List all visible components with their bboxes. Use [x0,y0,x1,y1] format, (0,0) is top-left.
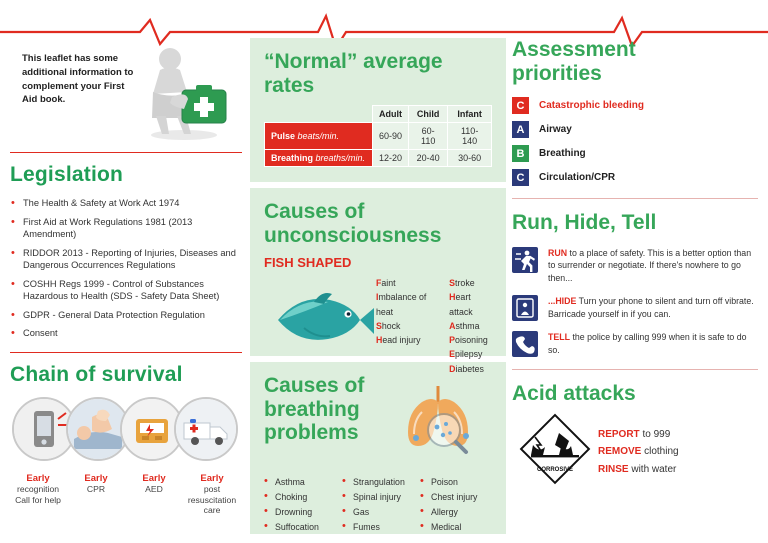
list-item: • Spinal injury [342,492,414,502]
cabc-item-catastrophic-bleeding [512,97,758,114]
body-text: to a place of safety. This is a better option than to surrender or negotiate. If there's nowhere to go then... [548,247,752,284]
fish-entry: Heart attack [449,292,473,317]
run-hide-tell-text [548,331,758,357]
ambulance-icon [176,399,236,459]
table-header-adult: Adult [373,106,409,123]
chain-step-early: Early [200,472,224,484]
fish-illustration [264,276,376,376]
list-item: • Choking [264,492,336,502]
lead-word: TELL [548,331,570,342]
chain-step-sub: CPR [86,483,106,494]
chain-ring-post-resus [174,397,238,461]
run-hide-tell-item-hide [512,295,758,321]
table-header-infant: Infant [448,106,492,123]
acid-step-lead: RINSE [598,463,629,475]
cabc-label: Airway [539,124,572,136]
hide-icon [512,295,538,321]
assessment-priorities-title: Assessment priorities [512,38,636,85]
list-item: • COSHH Regs 1999 - Control of Substances Hazardous to Health (SDS - Safety Data Sheet) [10,278,242,303]
fish-entry: Head injury [376,335,421,346]
list-item: • Poison [420,477,492,487]
acid-step-rest: with water [628,463,677,475]
acid-step [598,461,679,479]
run-hide-tell-title: Run, Hide, Tell [512,211,657,235]
normal-rates-title: “Normal” average rates [264,50,443,97]
breathing-problems-title: Causes of breathing problems [264,374,365,445]
cabc-item-circulation [512,169,758,186]
cabc-item-airway [512,121,758,138]
fish-entry: Diabetes [449,363,484,374]
chain-step-early: Early [26,472,50,484]
row-label-text: Breathing [271,153,314,164]
chain-step-early: Early [142,472,166,484]
fish-column-2 [449,276,492,376]
fish-entry: Asthma [449,320,480,331]
breathing-column-1 [264,477,336,537]
list-item: • Suffocation [264,522,336,532]
telephone-icon [512,331,538,357]
cabc-letter: B [512,145,529,162]
chain-step-sub: post resuscitation care [187,483,237,516]
list-item: • Consent [10,327,242,340]
cabc-letter: A [512,121,529,138]
fish-entry: Faint [376,278,396,289]
body-text: Turn your phone to silent and turn off vibrate. Barricade yourself in if you can. [548,295,754,319]
right-column [512,38,758,492]
hiding-person-icon [512,295,538,321]
chain-labels [10,473,242,516]
divider [10,152,242,153]
unconsciousness-title: Causes of unconsciousness [264,200,442,247]
legislation-list [10,197,242,340]
lead-word: ...HIDE [548,295,577,306]
divider [512,369,758,370]
cabc-label: Circulation/CPR [539,172,616,184]
run-hide-tell-item-run [512,247,758,285]
tell-phone-icon [512,331,538,357]
table-row [265,150,492,167]
chain-step-early: Early [84,472,108,484]
fish-icon [264,276,376,354]
list-item: • The Health & Safety at Work Act 1974 [10,197,242,210]
list-item: • Allergy [420,507,492,517]
cell: 110-140 [448,123,492,150]
cabc-item-breathing [512,145,758,162]
breathing-column-2 [342,477,414,537]
cell: 60-110 [409,123,448,150]
chain-step-sub: recognition Call for help [15,483,61,505]
divider [10,352,242,353]
acid-step [598,443,679,461]
lungs-illustration [388,374,492,467]
chain-of-survival [10,397,242,517]
chain-step [10,473,66,516]
first-aider-figure-icon [132,42,236,142]
lungs-icon [388,378,492,462]
breathing-causes-lists [264,477,492,537]
list-item: • Fumes [342,522,414,532]
chain-step-sub: AED [145,483,163,494]
run-icon [512,247,538,273]
acid-step-lead: REPORT [598,428,640,440]
list-item: • Strangulation [342,477,414,487]
legislation-title: Legislation [10,163,124,186]
row-label-text: Pulse [271,131,296,142]
cell: 30-60 [448,150,492,167]
cabc-label: Catastrophic bleeding [539,100,645,112]
breathing-problems-panel [250,362,506,534]
table-header-child: Child [409,106,448,123]
corrosive-hazard-icon [512,411,598,487]
running-person-icon [512,247,538,273]
chain-step [184,473,240,516]
cabc-list [512,97,758,186]
acid-step-rest: clothing [641,446,679,458]
middle-column [250,38,506,534]
fish-entry: Stroke [449,278,475,289]
cabc-label: Breathing [539,148,586,160]
left-column [10,38,242,517]
breathing-column-3 [420,477,492,537]
acid-attacks-content [512,411,758,492]
table-header-row [265,106,492,123]
row-label-pulse [265,123,373,150]
list-item: • GDPR - General Data Protection Regulation [10,309,242,322]
list-item: • Asthma [264,477,336,487]
fish-entry: Imbalance of heat [376,292,427,317]
run-hide-tell-list [512,247,758,357]
lead-word: RUN [548,247,568,258]
normal-rates-table [264,105,492,167]
cell: 60-90 [373,123,409,150]
list-item: • Gas [342,507,414,517]
fish-entry: Epilepsy [449,349,483,360]
list-item: • Chest injury [420,492,492,502]
row-label-breathing [265,150,373,167]
fish-shaped-lists [376,276,492,376]
normal-rates-panel [250,38,506,182]
run-hide-tell-text [548,247,758,285]
table-header-blank [265,106,373,123]
unconsciousness-panel [250,188,506,374]
acid-step-rest: to 999 [639,428,671,440]
divider [512,198,758,199]
acid-step [598,426,679,444]
table-row [265,123,492,150]
cpr-hands-icon [68,399,128,459]
row-label-unit: breaths/min. [315,153,366,164]
run-hide-tell-item-tell [512,331,758,357]
phone-icon [14,399,74,459]
fish-entry: Shock [376,320,401,331]
fish-column-1 [376,276,439,376]
cell: 12-20 [373,150,409,167]
cabc-letter: C [512,97,529,114]
acid-step-lead: REMOVE [598,446,642,458]
list-item: • RIDDOR 2013 - Reporting of Injuries, Diseases and Dangerous Occurrences Regulations [10,247,242,272]
chain-step [68,473,124,516]
acid-attacks-title: Acid attacks [512,381,636,405]
corrosive-sign [512,411,598,492]
cell: 20-40 [409,150,448,167]
list-item: • Drowning [264,507,336,517]
list-item: • Medical [420,522,492,532]
run-hide-tell-text [548,295,758,321]
defibrillator-icon [122,399,182,459]
cabc-letter: C [512,169,529,186]
body-text: the police by calling 999 when it is safe to do so. [548,331,747,355]
leaflet-intro [10,38,242,146]
fish-shaped-mnemonic: FISH SHAPED [264,255,352,271]
chain-step [126,473,182,516]
leaflet-intro-text: This leaflet has some additional information to complement your First Aid book. [22,53,134,106]
acid-steps [598,426,679,479]
corrosive-label: CORROSIVE [536,467,574,474]
chain-of-survival-title: Chain of survival [10,362,183,386]
fish-entry: Poisoning [449,335,488,346]
row-label-unit: beats/min. [297,131,340,142]
list-item: • First Aid at Work Regulations 1981 (2013 Amendment) [10,216,242,241]
